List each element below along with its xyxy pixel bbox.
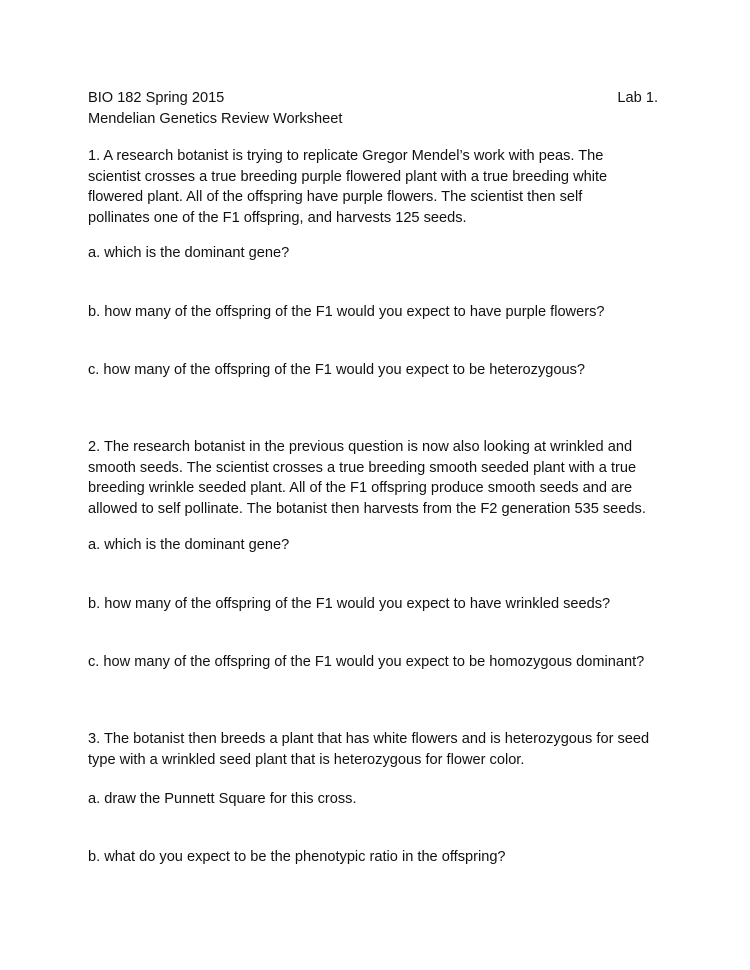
- question-2-part-a: a. which is the dominant gene?: [88, 537, 290, 553]
- course-label: BIO 182 Spring 2015: [88, 90, 225, 106]
- question-3-part-a: a. draw the Punnett Square for this cross.: [88, 791, 357, 807]
- question-3-part-b: b. what do you expect to be the phenotypic ratio in the offspring?: [88, 849, 506, 865]
- worksheet-title: Mendelian Genetics Review Worksheet: [88, 110, 343, 127]
- lab-label: Lab 1.: [617, 90, 658, 106]
- question-1: [88, 146, 668, 228]
- question-1-text: 1. A research botanist is trying to replicate Gregor Mendel’s work with peas. The scientist crosses a true breeding purple flowered plant with a true breeding white flowered plant. All of the offspring have purple flowers. The scientist then self pollinates one of the F1 offspring, and harvests 125 seeds.: [88, 148, 608, 226]
- question-1-part-a: a. which is the dominant gene?: [88, 245, 290, 261]
- question-2-part-c: c. how many of the offspring of the F1 would you expect to be homozygous dominant?: [88, 654, 645, 670]
- worksheet-header: [88, 88, 658, 129]
- question-2-part-b: b. how many of the offspring of the F1 would you expect to have wrinkled seeds?: [88, 596, 611, 612]
- question-3-text: 3. The botanist then breeds a plant that has white flowers and is heterozygous for seed type with a wrinkled seed plant that is heterozygous for flower color.: [88, 731, 650, 768]
- question-2-text: 2. The research botanist in the previous question is now also looking at wrinkled and smooth seeds. The scientist crosses a true breeding smooth seeded plant with a true breeding wrinkle seeded plant. All of the F1 offspring produce smooth seeds and are allowed to self pollinate. The botanist then harvests from the F2 generation 535 seeds.: [88, 439, 646, 517]
- question-1-part-b: b. how many of the offspring of the F1 would you expect to have purple flowers?: [88, 304, 605, 320]
- question-3: [88, 729, 668, 770]
- question-2: [88, 437, 668, 519]
- header-row: [88, 88, 658, 109]
- question-1-part-c: c. how many of the offspring of the F1 would you expect to be heterozygous?: [88, 362, 586, 378]
